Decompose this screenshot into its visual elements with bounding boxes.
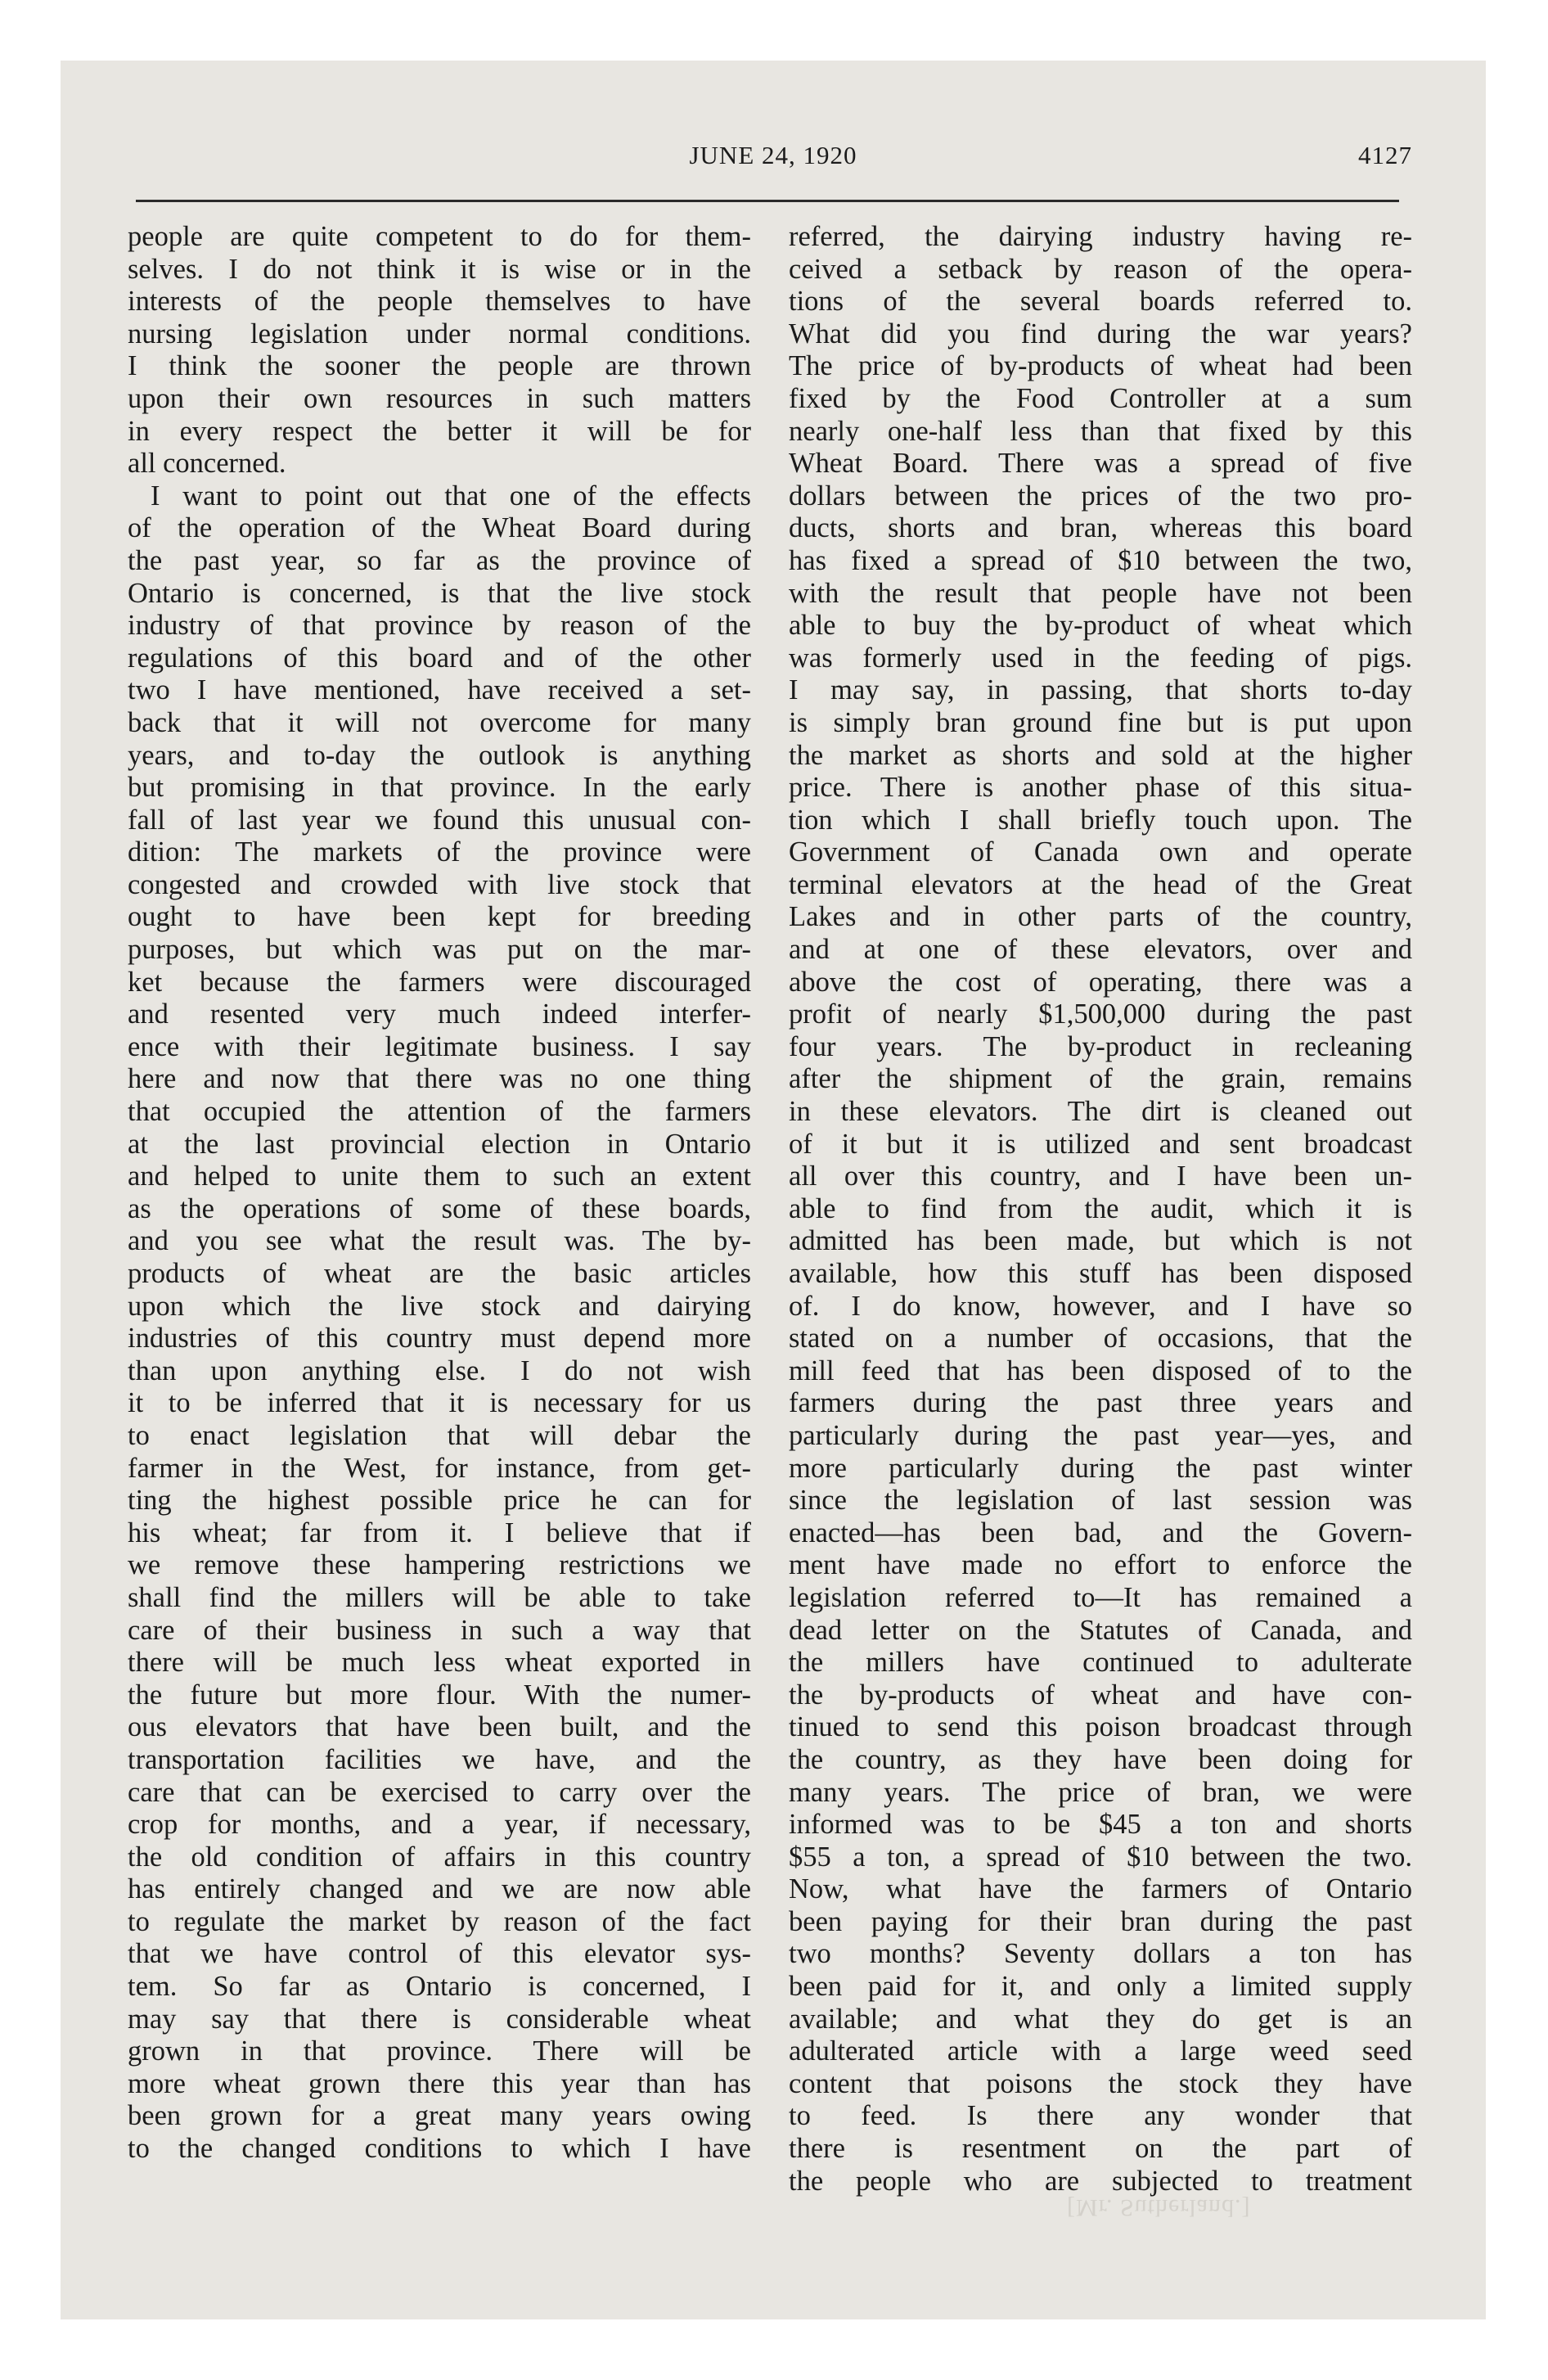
text-line: in these elevators. The dirt is cleaned out [789,1096,1412,1128]
text-line: many years. The price of bran, we were [789,1776,1412,1808]
text-line: in every respect the better it will be for [128,415,751,447]
text-line: as the operations of some of these boards, [128,1192,751,1224]
text-line: content that poisons the stock they have [789,2067,1412,2099]
text-line: industry of that province by reason of the [128,610,751,642]
text-line: the by-products of wheat and have con- [789,1679,1412,1711]
text-line: ket because the farmers were discouraged [128,966,751,998]
text-line: selves. I do not think it is wise or in the [128,253,751,285]
text-line: we remove these hampering restrictions we [128,1549,751,1581]
text-line: the country, as they have been doing for [789,1743,1412,1775]
text-line: above the cost of operating, there was a [789,966,1412,998]
text-line: transportation facilities we have, and the [128,1743,751,1775]
text-line: dition: The markets of the province were [128,836,751,868]
text-line: been paying for their bran during the past [789,1905,1412,1937]
text-line: of it but it is utilized and sent broadcast [789,1128,1412,1160]
text-line: been paid for it, and only a limited supply [789,1971,1412,2003]
text-line: fixed by the Food Controller at a sum [789,382,1412,414]
text-line: price. There is another phase of this situa- [789,772,1412,804]
text-line: here and now that there was no one thing [128,1063,751,1095]
text-line: able to find from the audit, which it is [789,1192,1412,1224]
text-line: after the shipment of the grain, remains [789,1063,1412,1095]
text-line: ought to have been kept for breeding [128,901,751,933]
text-line: ting the highest possible price he can for [128,1485,751,1517]
text-line: the future but more flour. With the numer- [128,1679,751,1711]
text-line: ducts, shorts and bran, whereas this board [789,512,1412,544]
text-line: at the last provincial election in Ontario [128,1128,751,1160]
text-line: congested and crowded with live stock that [128,868,751,900]
text-line: $55 a ton, a spread of $10 between the two. [789,1841,1412,1873]
text-line: adulterated article with a large weed seed [789,2035,1412,2067]
text-line: to regulate the market by reason of the fact [128,1905,751,1937]
text-line: tion which I shall briefly touch upon. The [789,804,1412,836]
text-line: there is resentment on the part of [789,2133,1412,2165]
left-column [128,221,751,2166]
running-head [134,141,1412,180]
text-line: dead letter on the Statutes of Canada, and [789,1614,1412,1646]
text-line: but promising in that province. In the early [128,772,751,804]
right-column [789,221,1412,2197]
text-line: to enact legislation that will debar the [128,1419,751,1451]
text-line: enacted—has been bad, and the Govern- [789,1517,1412,1548]
text-line: Wheat Board. There was a spread of five [789,448,1412,480]
text-line: I want to point out that one of the effects [151,480,751,512]
text-line: and helped to unite them to such an extent [128,1161,751,1192]
text-line: I think the sooner the people are thrown [128,350,751,382]
page-number: 4127 [1358,141,1412,169]
text-line: purposes, but which was put on the mar- [128,934,751,966]
text-line: upon which the live stock and dairying [128,1290,751,1322]
text-line: mill feed that has been disposed of to the [789,1355,1412,1386]
text-line: been grown for a great many years owing [128,2100,751,2132]
text-line: tinued to send this poison broadcast through [789,1711,1412,1743]
header-date: JUNE 24, 1920 [689,141,857,169]
text-line: care that can be exercised to carry over the [128,1776,751,1808]
text-line: The price of by-products of wheat had been [789,350,1412,382]
text-line: Now, what have the farmers of Ontario [789,1873,1412,1905]
text-line: and at one of these elevators, over and [789,934,1412,966]
text-line: and resented very much indeed interfer- [128,998,751,1030]
text-line: with the result that people have not been [789,577,1412,609]
text-line: available; and what they do get is an [789,2003,1412,2035]
text-line: farmers during the past three years and [789,1387,1412,1419]
text-line: the past year, so far as the province of [128,544,751,576]
text-line: nursing legislation under normal conditions. [128,318,751,349]
text-line: ence with their legitimate business. I say [128,1030,751,1062]
text-line: industries of this country must depend more [128,1323,751,1355]
text-line: crop for months, and a year, if necessary, [128,1809,751,1841]
text-line: of the operation of the Wheat Board during [128,512,751,544]
text-line: terminal elevators at the head of the Great [789,868,1412,900]
text-line: Lakes and in other parts of the country, [789,901,1412,933]
text-line: back that it will not overcome for many [128,706,751,738]
text-line: I may say, in passing, that shorts to-day [789,674,1412,706]
scanned-page [61,61,1486,2319]
text-line: and you see what the result was. The by- [128,1225,751,1257]
text-line: profit of nearly $1,500,000 during the past [789,998,1412,1030]
header-rule [136,200,1399,202]
text-line: four years. The by-product in recleaning [789,1030,1412,1062]
text-line: the millers have continued to adulterate [789,1647,1412,1679]
text-line: interests of the people themselves to have [128,286,751,318]
text-line: grown in that province. There will be [128,2035,751,2067]
text-line: has fixed a spread of $10 between the two, [789,544,1412,576]
text-line: What did you find during the war years? [789,318,1412,349]
text-line: all concerned. [128,448,286,480]
text-line: nearly one-half less than that fixed by this [789,415,1412,447]
text-line: people are quite competent to do for them- [128,221,751,252]
text-line: more particularly during the past winter [789,1452,1412,1484]
text-line: two months? Seventy dollars a ton has [789,1938,1412,1970]
text-line: care of their business in such a way that [128,1614,751,1646]
text-line: of. I do know, however, and I have so [789,1290,1412,1322]
text-line: stated on a number of occasions, that the [789,1323,1412,1355]
text-line: available, how this stuff has been disposed [789,1258,1412,1289]
text-line: regulations of this board and of the other [128,642,751,674]
text-line: referred, the dairying industry having re- [789,221,1412,252]
text-line: than upon anything else. I do not wish [128,1355,751,1386]
text-line: it to be inferred that it is necessary for us [128,1387,751,1419]
text-line: to the changed conditions to which I have [128,2133,751,2165]
text-line: fall of last year we found this unusual con- [128,804,751,836]
text-line: tem. So far as Ontario is concerned, I [128,1971,751,2003]
text-line: tions of the several boards referred to. [789,286,1412,318]
text-line: the people who are subjected to treatment [789,2165,1412,2197]
text-line: legislation referred to—It has remained a [789,1581,1412,1613]
text-line: that occupied the attention of the farmers [128,1096,751,1128]
text-line: ceived a setback by reason of the opera- [789,253,1412,285]
text-line: more wheat grown there this year than has [128,2067,751,2099]
text-line: is simply bran ground fine but is put upon [789,706,1412,738]
bleed-through-text: [Mr. Sutherland.] [1067,2194,1251,2221]
text-line: the market as shorts and sold at the higher [789,739,1412,771]
text-line: able to buy the by-product of wheat which [789,610,1412,642]
text-line: dollars between the prices of the two pro- [789,480,1412,512]
text-line: the old condition of affairs in this country [128,1841,751,1873]
text-line: may say that there is considerable wheat [128,2003,751,2035]
text-line: upon their own resources in such matters [128,382,751,414]
text-line: admitted has been made, but which is not [789,1225,1412,1257]
text-line: two I have mentioned, have received a set- [128,674,751,706]
text-line: that we have control of this elevator sys- [128,1938,751,1970]
text-line: his wheat; far from it. I believe that if [128,1517,751,1548]
text-line: farmer in the West, for instance, from get- [128,1452,751,1484]
text-line: all over this country, and I have been un- [789,1161,1412,1192]
text-line: informed was to be $45 a ton and shorts [789,1809,1412,1841]
text-line: since the legislation of last session was [789,1485,1412,1517]
text-line: years, and to-day the outlook is anything [128,739,751,771]
text-line: products of wheat are the basic articles [128,1258,751,1289]
text-line: was formerly used in the feeding of pigs. [789,642,1412,674]
text-line: ous elevators that have been built, and the [128,1711,751,1743]
text-line: particularly during the past year—yes, and [789,1419,1412,1451]
text-line: shall find the millers will be able to take [128,1581,751,1613]
text-line: ment have made no effort to enforce the [789,1549,1412,1581]
text-line: Government of Canada own and operate [789,836,1412,868]
text-line: there will be much less wheat exported in [128,1647,751,1679]
text-line: Ontario is concerned, is that the live stock [128,577,751,609]
text-line: to feed. Is there any wonder that [789,2100,1412,2132]
text-line: has entirely changed and we are now able [128,1873,751,1905]
